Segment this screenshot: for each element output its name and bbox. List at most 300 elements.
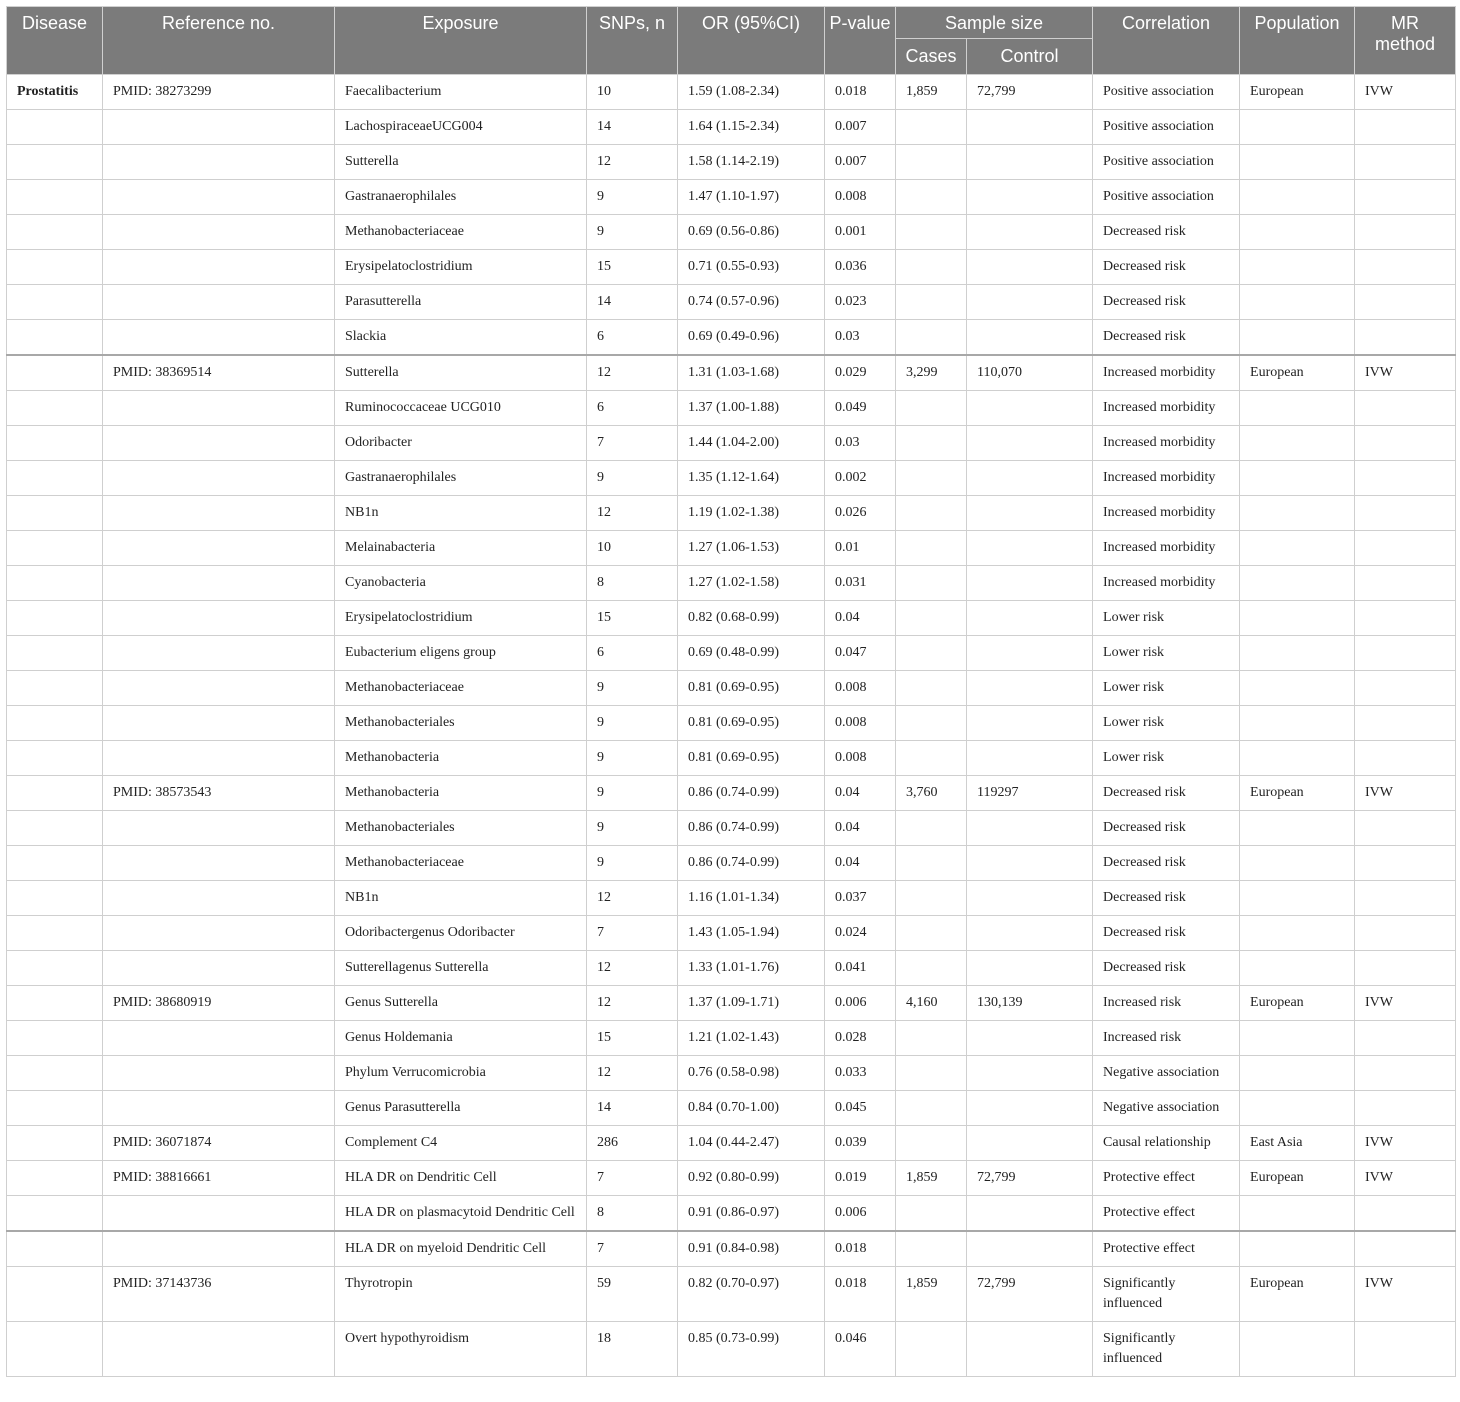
cell-control — [967, 145, 1093, 180]
cell-disease — [7, 1196, 103, 1232]
cell-population — [1240, 180, 1355, 215]
cell-exposure: Gastranaerophilales — [335, 180, 587, 215]
cell-mr-method — [1355, 706, 1456, 741]
table-header — [7, 7, 1456, 75]
cell-pvalue: 0.007 — [825, 145, 896, 180]
cell-or: 1.59 (1.08-2.34) — [678, 75, 825, 110]
cell-disease: Prostatitis — [7, 75, 103, 110]
cell-control — [967, 951, 1093, 986]
cell-disease — [7, 636, 103, 671]
cell-cases — [896, 285, 967, 320]
cell-mr-method: IVW — [1355, 355, 1456, 391]
cell-exposure: Sutterellagenus Sutterella — [335, 951, 587, 986]
cell-cases — [896, 1126, 967, 1161]
header-sample-size: Sample size — [896, 7, 1093, 39]
cell-exposure: NB1n — [335, 496, 587, 531]
table-row — [7, 811, 1456, 846]
cell-mr-method — [1355, 1021, 1456, 1056]
cell-population — [1240, 916, 1355, 951]
cell-mr-method — [1355, 1091, 1456, 1126]
cell-reference — [103, 1021, 335, 1056]
cell-snps: 9 — [587, 776, 678, 811]
cell-pvalue: 0.008 — [825, 671, 896, 706]
cell-exposure: HLA DR on Dendritic Cell — [335, 1161, 587, 1196]
cell-disease — [7, 145, 103, 180]
cell-snps: 12 — [587, 1056, 678, 1091]
table-body — [7, 75, 1456, 1377]
cell-disease — [7, 180, 103, 215]
cell-or: 0.81 (0.69-0.95) — [678, 706, 825, 741]
cell-mr-method — [1355, 145, 1456, 180]
cell-snps: 15 — [587, 601, 678, 636]
cell-population — [1240, 391, 1355, 426]
cell-population — [1240, 566, 1355, 601]
table-row — [7, 706, 1456, 741]
cell-mr-method — [1355, 215, 1456, 250]
cell-disease — [7, 1091, 103, 1126]
cell-disease — [7, 285, 103, 320]
cell-snps: 7 — [587, 916, 678, 951]
cell-snps: 7 — [587, 1161, 678, 1196]
cell-disease — [7, 215, 103, 250]
cell-population — [1240, 1196, 1355, 1232]
cell-mr-method: IVW — [1355, 1267, 1456, 1322]
cell-pvalue: 0.046 — [825, 1322, 896, 1377]
cell-population — [1240, 320, 1355, 356]
cell-reference — [103, 250, 335, 285]
cell-population — [1240, 636, 1355, 671]
cell-exposure: Cyanobacteria — [335, 566, 587, 601]
cell-disease — [7, 426, 103, 461]
cell-correlation: Increased risk — [1093, 986, 1240, 1021]
cell-reference — [103, 461, 335, 496]
cell-control — [967, 706, 1093, 741]
table-row — [7, 776, 1456, 811]
cell-reference — [103, 285, 335, 320]
cell-correlation: Lower risk — [1093, 741, 1240, 776]
cell-mr-method — [1355, 951, 1456, 986]
cell-population — [1240, 601, 1355, 636]
cell-mr-method — [1355, 741, 1456, 776]
cell-snps: 12 — [587, 951, 678, 986]
table-container — [6, 6, 1455, 1377]
cell-disease — [7, 811, 103, 846]
cell-cases — [896, 250, 967, 285]
table-row — [7, 916, 1456, 951]
cell-exposure: Phylum Verrucomicrobia — [335, 1056, 587, 1091]
cell-control: 119297 — [967, 776, 1093, 811]
cell-correlation: Positive association — [1093, 110, 1240, 145]
cell-exposure: HLA DR on plasmacytoid Dendritic Cell — [335, 1196, 587, 1232]
cell-disease — [7, 986, 103, 1021]
cell-control — [967, 1126, 1093, 1161]
cell-snps: 12 — [587, 145, 678, 180]
cell-population — [1240, 811, 1355, 846]
header-reference: Reference no. — [103, 7, 335, 75]
cell-snps: 59 — [587, 1267, 678, 1322]
cell-pvalue: 0.037 — [825, 881, 896, 916]
cell-mr-method — [1355, 811, 1456, 846]
cell-or: 0.91 (0.84-0.98) — [678, 1231, 825, 1267]
cell-correlation: Increased morbidity — [1093, 461, 1240, 496]
cell-or: 0.81 (0.69-0.95) — [678, 741, 825, 776]
cell-cases — [896, 741, 967, 776]
cell-snps: 6 — [587, 320, 678, 356]
table-row — [7, 1056, 1456, 1091]
cell-correlation: Decreased risk — [1093, 320, 1240, 356]
cell-disease — [7, 1267, 103, 1322]
cell-pvalue: 0.007 — [825, 110, 896, 145]
cell-pvalue: 0.028 — [825, 1021, 896, 1056]
cell-control — [967, 531, 1093, 566]
cell-disease — [7, 706, 103, 741]
cell-snps: 9 — [587, 846, 678, 881]
header-snps: SNPs, n — [587, 7, 678, 75]
cell-population — [1240, 145, 1355, 180]
cell-exposure: Sutterella — [335, 355, 587, 391]
table-row — [7, 145, 1456, 180]
cell-pvalue: 0.01 — [825, 531, 896, 566]
cell-exposure: Thyrotropin — [335, 1267, 587, 1322]
cell-mr-method — [1355, 110, 1456, 145]
cell-correlation: Protective effect — [1093, 1161, 1240, 1196]
cell-pvalue: 0.047 — [825, 636, 896, 671]
cell-reference — [103, 566, 335, 601]
cell-snps: 15 — [587, 250, 678, 285]
cell-mr-method — [1355, 1056, 1456, 1091]
table-row — [7, 285, 1456, 320]
cell-reference — [103, 706, 335, 741]
cell-cases — [896, 1021, 967, 1056]
cell-disease — [7, 741, 103, 776]
cell-control — [967, 916, 1093, 951]
cell-or: 1.47 (1.10-1.97) — [678, 180, 825, 215]
cell-control: 72,799 — [967, 1267, 1093, 1322]
cell-control — [967, 671, 1093, 706]
cell-population — [1240, 531, 1355, 566]
cell-reference: PMID: 38273299 — [103, 75, 335, 110]
cell-mr-method — [1355, 426, 1456, 461]
cell-mr-method: IVW — [1355, 776, 1456, 811]
header-pvalue: P-value — [825, 7, 896, 75]
cell-disease — [7, 1021, 103, 1056]
cell-mr-method — [1355, 881, 1456, 916]
cell-or: 0.74 (0.57-0.96) — [678, 285, 825, 320]
cell-mr-method — [1355, 566, 1456, 601]
cell-snps: 9 — [587, 180, 678, 215]
cell-or: 0.92 (0.80-0.99) — [678, 1161, 825, 1196]
table-row — [7, 1196, 1456, 1232]
cell-exposure: Genus Parasutterella — [335, 1091, 587, 1126]
cell-cases — [896, 1196, 967, 1232]
cell-control: 72,799 — [967, 1161, 1093, 1196]
cell-population: European — [1240, 355, 1355, 391]
cell-control — [967, 636, 1093, 671]
cell-correlation: Positive association — [1093, 145, 1240, 180]
cell-correlation: Decreased risk — [1093, 811, 1240, 846]
cell-exposure: Faecalibacterium — [335, 75, 587, 110]
cell-disease — [7, 1161, 103, 1196]
cell-cases — [896, 180, 967, 215]
cell-or: 0.84 (0.70-1.00) — [678, 1091, 825, 1126]
table-row — [7, 391, 1456, 426]
cell-control: 130,139 — [967, 986, 1093, 1021]
cell-correlation: Increased risk — [1093, 1021, 1240, 1056]
cell-mr-method: IVW — [1355, 986, 1456, 1021]
cell-pvalue: 0.018 — [825, 75, 896, 110]
cell-population — [1240, 461, 1355, 496]
cell-disease — [7, 881, 103, 916]
cell-or: 1.16 (1.01-1.34) — [678, 881, 825, 916]
cell-correlation: Positive association — [1093, 75, 1240, 110]
cell-exposure: Methanobacteria — [335, 741, 587, 776]
cell-cases — [896, 391, 967, 426]
cell-correlation: Lower risk — [1093, 671, 1240, 706]
header-cases: Cases — [896, 39, 967, 75]
cell-mr-method — [1355, 285, 1456, 320]
cell-reference: PMID: 38680919 — [103, 986, 335, 1021]
cell-cases — [896, 1322, 967, 1377]
cell-cases: 4,160 — [896, 986, 967, 1021]
cell-snps: 12 — [587, 496, 678, 531]
cell-cases — [896, 1091, 967, 1126]
cell-reference — [103, 811, 335, 846]
cell-reference — [103, 145, 335, 180]
cell-correlation: Lower risk — [1093, 636, 1240, 671]
cell-disease — [7, 355, 103, 391]
cell-exposure: Methanobacteriales — [335, 811, 587, 846]
cell-pvalue: 0.018 — [825, 1231, 896, 1267]
cell-population — [1240, 1231, 1355, 1267]
cell-control — [967, 426, 1093, 461]
table-row — [7, 110, 1456, 145]
cell-reference — [103, 601, 335, 636]
cell-snps: 14 — [587, 1091, 678, 1126]
cell-exposure: Erysipelatoclostridium — [335, 250, 587, 285]
cell-or: 0.82 (0.68-0.99) — [678, 601, 825, 636]
cell-or: 1.44 (1.04-2.00) — [678, 426, 825, 461]
cell-snps: 9 — [587, 741, 678, 776]
cell-population: European — [1240, 1267, 1355, 1322]
cell-population — [1240, 846, 1355, 881]
cell-pvalue: 0.019 — [825, 1161, 896, 1196]
header-or: OR (95%CI) — [678, 7, 825, 75]
cell-pvalue: 0.026 — [825, 496, 896, 531]
cell-exposure: Methanobacteria — [335, 776, 587, 811]
cell-snps: 18 — [587, 1322, 678, 1377]
cell-cases — [896, 145, 967, 180]
cell-population — [1240, 110, 1355, 145]
cell-population: European — [1240, 776, 1355, 811]
cell-cases — [896, 110, 967, 145]
cell-mr-method: IVW — [1355, 1126, 1456, 1161]
cell-correlation: Positive association — [1093, 180, 1240, 215]
cell-population — [1240, 250, 1355, 285]
cell-cases — [896, 426, 967, 461]
table-row — [7, 426, 1456, 461]
cell-control — [967, 110, 1093, 145]
cell-snps: 9 — [587, 215, 678, 250]
cell-snps: 14 — [587, 110, 678, 145]
cell-cases: 1,859 — [896, 1161, 967, 1196]
cell-or: 1.27 (1.02-1.58) — [678, 566, 825, 601]
cell-correlation: Decreased risk — [1093, 916, 1240, 951]
cell-reference — [103, 426, 335, 461]
cell-mr-method: IVW — [1355, 75, 1456, 110]
cell-pvalue: 0.008 — [825, 741, 896, 776]
cell-disease — [7, 601, 103, 636]
table-row — [7, 1322, 1456, 1377]
cell-snps: 9 — [587, 671, 678, 706]
cell-cases — [896, 601, 967, 636]
cell-mr-method — [1355, 391, 1456, 426]
cell-control — [967, 1322, 1093, 1377]
cell-snps: 6 — [587, 636, 678, 671]
cell-control — [967, 180, 1093, 215]
table-row — [7, 951, 1456, 986]
cell-mr-method — [1355, 1196, 1456, 1232]
cell-exposure: Methanobacteriaceae — [335, 846, 587, 881]
cell-population: European — [1240, 1161, 1355, 1196]
cell-disease — [7, 776, 103, 811]
cell-or: 1.31 (1.03-1.68) — [678, 355, 825, 391]
header-disease: Disease — [7, 7, 103, 75]
cell-reference — [103, 180, 335, 215]
cell-snps: 10 — [587, 531, 678, 566]
cell-pvalue: 0.002 — [825, 461, 896, 496]
cell-snps: 12 — [587, 355, 678, 391]
header-population: Population — [1240, 7, 1355, 75]
cell-pvalue: 0.04 — [825, 601, 896, 636]
cell-snps: 15 — [587, 1021, 678, 1056]
cell-snps: 10 — [587, 75, 678, 110]
cell-mr-method — [1355, 601, 1456, 636]
cell-population: European — [1240, 986, 1355, 1021]
cell-snps: 12 — [587, 986, 678, 1021]
table-row — [7, 986, 1456, 1021]
cell-or: 0.91 (0.86-0.97) — [678, 1196, 825, 1232]
cell-reference — [103, 1322, 335, 1377]
cell-exposure: HLA DR on myeloid Dendritic Cell — [335, 1231, 587, 1267]
table-row — [7, 75, 1456, 110]
cell-correlation: Decreased risk — [1093, 250, 1240, 285]
cell-or: 1.35 (1.12-1.64) — [678, 461, 825, 496]
cell-pvalue: 0.008 — [825, 706, 896, 741]
table-row — [7, 1267, 1456, 1322]
cell-disease — [7, 531, 103, 566]
cell-pvalue: 0.045 — [825, 1091, 896, 1126]
cell-reference — [103, 531, 335, 566]
cell-mr-method — [1355, 636, 1456, 671]
cell-or: 0.85 (0.73-0.99) — [678, 1322, 825, 1377]
cell-cases: 1,859 — [896, 75, 967, 110]
cell-reference: PMID: 36071874 — [103, 1126, 335, 1161]
header-exposure: Exposure — [335, 7, 587, 75]
cell-correlation: Lower risk — [1093, 706, 1240, 741]
cell-cases — [896, 531, 967, 566]
table-row — [7, 355, 1456, 391]
table-row — [7, 1021, 1456, 1056]
cell-population — [1240, 215, 1355, 250]
cell-reference — [103, 636, 335, 671]
cell-reference — [103, 320, 335, 356]
table-row — [7, 1091, 1456, 1126]
cell-disease — [7, 320, 103, 356]
cell-reference — [103, 1091, 335, 1126]
cell-snps: 9 — [587, 811, 678, 846]
cell-control — [967, 741, 1093, 776]
cell-correlation: Increased morbidity — [1093, 391, 1240, 426]
cell-cases — [896, 496, 967, 531]
cell-pvalue: 0.03 — [825, 320, 896, 356]
header-mr-method: MR method — [1355, 7, 1456, 75]
cell-or: 1.27 (1.06-1.53) — [678, 531, 825, 566]
cell-population — [1240, 881, 1355, 916]
cell-correlation: Significantly influenced — [1093, 1322, 1240, 1377]
cell-correlation: Protective effect — [1093, 1196, 1240, 1232]
cell-exposure: Melainabacteria — [335, 531, 587, 566]
cell-reference — [103, 215, 335, 250]
cell-pvalue: 0.04 — [825, 776, 896, 811]
cell-control — [967, 881, 1093, 916]
cell-correlation: Increased morbidity — [1093, 355, 1240, 391]
cell-snps: 9 — [587, 461, 678, 496]
cell-reference — [103, 881, 335, 916]
cell-control — [967, 461, 1093, 496]
cell-reference: PMID: 38816661 — [103, 1161, 335, 1196]
cell-cases — [896, 1056, 967, 1091]
cell-control: 110,070 — [967, 355, 1093, 391]
cell-reference — [103, 916, 335, 951]
cell-or: 1.04 (0.44-2.47) — [678, 1126, 825, 1161]
cell-correlation: Decreased risk — [1093, 881, 1240, 916]
cell-cases — [896, 881, 967, 916]
cell-mr-method — [1355, 916, 1456, 951]
cell-pvalue: 0.001 — [825, 215, 896, 250]
cell-control — [967, 1196, 1093, 1232]
cell-exposure: Methanobacteriaceae — [335, 215, 587, 250]
cell-exposure: Erysipelatoclostridium — [335, 601, 587, 636]
cell-population: East Asia — [1240, 1126, 1355, 1161]
cell-snps: 12 — [587, 881, 678, 916]
cell-pvalue: 0.033 — [825, 1056, 896, 1091]
cell-correlation: Negative association — [1093, 1091, 1240, 1126]
table-row — [7, 461, 1456, 496]
cell-pvalue: 0.006 — [825, 1196, 896, 1232]
cell-exposure: Ruminococcaceae UCG010 — [335, 391, 587, 426]
cell-control — [967, 846, 1093, 881]
cell-population — [1240, 1322, 1355, 1377]
cell-cases — [896, 916, 967, 951]
cell-cases — [896, 811, 967, 846]
cell-mr-method — [1355, 180, 1456, 215]
cell-or: 0.69 (0.56-0.86) — [678, 215, 825, 250]
cell-disease — [7, 566, 103, 601]
cell-pvalue: 0.008 — [825, 180, 896, 215]
table-row — [7, 1231, 1456, 1267]
cell-exposure: Complement C4 — [335, 1126, 587, 1161]
cell-snps: 8 — [587, 1196, 678, 1232]
cell-mr-method — [1355, 531, 1456, 566]
cell-snps: 9 — [587, 706, 678, 741]
cell-snps: 7 — [587, 426, 678, 461]
cell-correlation: Increased morbidity — [1093, 531, 1240, 566]
table-row — [7, 566, 1456, 601]
cell-disease — [7, 916, 103, 951]
cell-exposure: Gastranaerophilales — [335, 461, 587, 496]
cell-disease — [7, 671, 103, 706]
cell-or: 0.76 (0.58-0.98) — [678, 1056, 825, 1091]
